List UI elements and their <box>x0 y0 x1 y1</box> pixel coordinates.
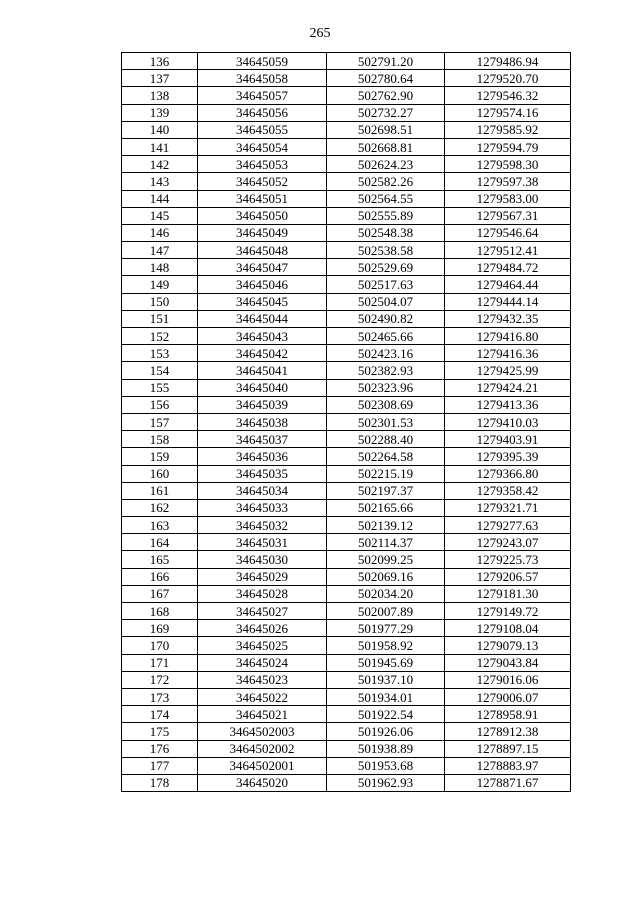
y-coordinate-cell: 1279416.80 <box>445 328 571 345</box>
table-row <box>122 688 571 705</box>
x-coordinate-cell: 502323.96 <box>327 379 445 396</box>
point-number-cell: 164 <box>122 534 198 551</box>
x-coordinate-cell: 501958.92 <box>327 637 445 654</box>
y-coordinate-cell: 1279432.35 <box>445 310 571 327</box>
point-id-cell: 3464502002 <box>198 740 327 757</box>
point-number-cell: 175 <box>122 723 198 740</box>
point-number-cell: 151 <box>122 310 198 327</box>
y-coordinate-cell: 1279206.57 <box>445 568 571 585</box>
y-coordinate-cell: 1279416.36 <box>445 345 571 362</box>
y-coordinate-cell: 1279585.92 <box>445 121 571 138</box>
point-id-cell: 3464502003 <box>198 723 327 740</box>
point-number-cell: 178 <box>122 774 198 791</box>
point-id-cell: 34645032 <box>198 517 327 534</box>
point-id-cell: 34645035 <box>198 465 327 482</box>
point-number-cell: 172 <box>122 671 198 688</box>
y-coordinate-cell: 1279366.80 <box>445 465 571 482</box>
y-coordinate-cell: 1279395.39 <box>445 448 571 465</box>
point-id-cell: 34645021 <box>198 706 327 723</box>
y-coordinate-cell: 1279583.00 <box>445 190 571 207</box>
point-number-cell: 155 <box>122 379 198 396</box>
table-row <box>122 224 571 241</box>
y-coordinate-cell: 1279598.30 <box>445 156 571 173</box>
table-row <box>122 396 571 413</box>
table-row <box>122 637 571 654</box>
point-id-cell: 34645033 <box>198 499 327 516</box>
x-coordinate-cell: 502114.37 <box>327 534 445 551</box>
x-coordinate-cell: 502099.25 <box>327 551 445 568</box>
table-row <box>122 362 571 379</box>
x-coordinate-cell: 502548.38 <box>327 224 445 241</box>
y-coordinate-cell: 1279424.21 <box>445 379 571 396</box>
table-row <box>122 156 571 173</box>
table-row <box>122 379 571 396</box>
y-coordinate-cell: 1278871.67 <box>445 774 571 791</box>
point-id-cell: 34645023 <box>198 671 327 688</box>
y-coordinate-cell: 1279403.91 <box>445 431 571 448</box>
point-id-cell: 34645022 <box>198 688 327 705</box>
point-number-cell: 140 <box>122 121 198 138</box>
point-number-cell: 156 <box>122 396 198 413</box>
point-id-cell: 34645041 <box>198 362 327 379</box>
x-coordinate-cell: 502165.66 <box>327 499 445 516</box>
y-coordinate-cell: 1279225.73 <box>445 551 571 568</box>
table-row <box>122 104 571 121</box>
point-number-cell: 145 <box>122 207 198 224</box>
point-number-cell: 150 <box>122 293 198 310</box>
point-number-cell: 139 <box>122 104 198 121</box>
point-number-cell: 149 <box>122 276 198 293</box>
point-number-cell: 136 <box>122 53 198 70</box>
x-coordinate-cell: 502308.69 <box>327 396 445 413</box>
y-coordinate-cell: 1279520.70 <box>445 70 571 87</box>
point-number-cell: 146 <box>122 224 198 241</box>
point-number-cell: 169 <box>122 620 198 637</box>
point-id-cell: 34645025 <box>198 637 327 654</box>
x-coordinate-cell: 501934.01 <box>327 688 445 705</box>
y-coordinate-cell: 1279546.64 <box>445 224 571 241</box>
table-row <box>122 482 571 499</box>
x-coordinate-cell: 502423.16 <box>327 345 445 362</box>
table-row <box>122 723 571 740</box>
y-coordinate-cell: 1279358.42 <box>445 482 571 499</box>
table-row <box>122 620 571 637</box>
table-body <box>122 53 571 792</box>
point-number-cell: 166 <box>122 568 198 585</box>
x-coordinate-cell: 502555.89 <box>327 207 445 224</box>
point-id-cell: 34645055 <box>198 121 327 138</box>
x-coordinate-cell: 501922.54 <box>327 706 445 723</box>
point-id-cell: 3464502001 <box>198 757 327 774</box>
x-coordinate-cell: 501926.06 <box>327 723 445 740</box>
point-id-cell: 34645040 <box>198 379 327 396</box>
table-row <box>122 551 571 568</box>
point-number-cell: 167 <box>122 585 198 602</box>
point-number-cell: 137 <box>122 70 198 87</box>
table-row <box>122 465 571 482</box>
y-coordinate-cell: 1279597.38 <box>445 173 571 190</box>
point-id-cell: 34645039 <box>198 396 327 413</box>
y-coordinate-cell: 1279594.79 <box>445 138 571 155</box>
point-number-cell: 174 <box>122 706 198 723</box>
x-coordinate-cell: 502069.16 <box>327 568 445 585</box>
point-id-cell: 34645048 <box>198 242 327 259</box>
y-coordinate-cell: 1279444.14 <box>445 293 571 310</box>
point-number-cell: 141 <box>122 138 198 155</box>
point-id-cell: 34645059 <box>198 53 327 70</box>
table-row <box>122 70 571 87</box>
x-coordinate-cell: 502780.64 <box>327 70 445 87</box>
y-coordinate-cell: 1279574.16 <box>445 104 571 121</box>
y-coordinate-cell: 1279413.36 <box>445 396 571 413</box>
y-coordinate-cell: 1279108.04 <box>445 620 571 637</box>
table-row <box>122 121 571 138</box>
y-coordinate-cell: 1279464.44 <box>445 276 571 293</box>
y-coordinate-cell: 1279486.94 <box>445 53 571 70</box>
table-row <box>122 431 571 448</box>
table-row <box>122 740 571 757</box>
x-coordinate-cell: 502791.20 <box>327 53 445 70</box>
point-id-cell: 34645031 <box>198 534 327 551</box>
x-coordinate-cell: 502288.40 <box>327 431 445 448</box>
x-coordinate-cell: 502517.63 <box>327 276 445 293</box>
x-coordinate-cell: 502197.37 <box>327 482 445 499</box>
y-coordinate-cell: 1279006.07 <box>445 688 571 705</box>
x-coordinate-cell: 502382.93 <box>327 362 445 379</box>
y-coordinate-cell: 1278883.97 <box>445 757 571 774</box>
table-row <box>122 448 571 465</box>
point-number-cell: 144 <box>122 190 198 207</box>
table-row <box>122 53 571 70</box>
point-id-cell: 34645051 <box>198 190 327 207</box>
table-row <box>122 757 571 774</box>
point-id-cell: 34645046 <box>198 276 327 293</box>
table-row <box>122 671 571 688</box>
table-row <box>122 190 571 207</box>
point-id-cell: 34645037 <box>198 431 327 448</box>
x-coordinate-cell: 502264.58 <box>327 448 445 465</box>
x-coordinate-cell: 501953.68 <box>327 757 445 774</box>
y-coordinate-cell: 1278958.91 <box>445 706 571 723</box>
point-number-cell: 142 <box>122 156 198 173</box>
table-row <box>122 517 571 534</box>
point-number-cell: 152 <box>122 328 198 345</box>
y-coordinate-cell: 1278912.38 <box>445 723 571 740</box>
point-id-cell: 34645026 <box>198 620 327 637</box>
point-id-cell: 34645028 <box>198 585 327 602</box>
y-coordinate-cell: 1279016.06 <box>445 671 571 688</box>
x-coordinate-cell: 502529.69 <box>327 259 445 276</box>
point-number-cell: 143 <box>122 173 198 190</box>
x-coordinate-cell: 502564.55 <box>327 190 445 207</box>
table-row <box>122 173 571 190</box>
point-number-cell: 153 <box>122 345 198 362</box>
point-number-cell: 173 <box>122 688 198 705</box>
point-id-cell: 34645053 <box>198 156 327 173</box>
x-coordinate-cell: 502139.12 <box>327 517 445 534</box>
table-row <box>122 654 571 671</box>
x-coordinate-cell: 502034.20 <box>327 585 445 602</box>
point-number-cell: 176 <box>122 740 198 757</box>
y-coordinate-cell: 1279425.99 <box>445 362 571 379</box>
page-number: 265 <box>309 26 331 41</box>
x-coordinate-cell: 502007.89 <box>327 603 445 620</box>
x-coordinate-cell: 502582.26 <box>327 173 445 190</box>
table-row <box>122 706 571 723</box>
y-coordinate-cell: 1278897.15 <box>445 740 571 757</box>
x-coordinate-cell: 501962.93 <box>327 774 445 791</box>
x-coordinate-cell: 501945.69 <box>327 654 445 671</box>
point-id-cell: 34645043 <box>198 328 327 345</box>
table-row <box>122 568 571 585</box>
x-coordinate-cell: 502668.81 <box>327 138 445 155</box>
point-id-cell: 34645024 <box>198 654 327 671</box>
point-number-cell: 147 <box>122 242 198 259</box>
table-row <box>122 774 571 791</box>
y-coordinate-cell: 1279079.13 <box>445 637 571 654</box>
point-id-cell: 34645045 <box>198 293 327 310</box>
y-coordinate-cell: 1279410.03 <box>445 413 571 430</box>
point-number-cell: 160 <box>122 465 198 482</box>
table-row <box>122 499 571 516</box>
point-number-cell: 157 <box>122 413 198 430</box>
point-number-cell: 170 <box>122 637 198 654</box>
point-id-cell: 34645034 <box>198 482 327 499</box>
point-id-cell: 34645044 <box>198 310 327 327</box>
table-row <box>122 585 571 602</box>
x-coordinate-cell: 502732.27 <box>327 104 445 121</box>
point-id-cell: 34645042 <box>198 345 327 362</box>
table-row <box>122 138 571 155</box>
point-number-cell: 165 <box>122 551 198 568</box>
y-coordinate-cell: 1279243.07 <box>445 534 571 551</box>
x-coordinate-cell: 501937.10 <box>327 671 445 688</box>
y-coordinate-cell: 1279484.72 <box>445 259 571 276</box>
y-coordinate-cell: 1279321.71 <box>445 499 571 516</box>
x-coordinate-cell: 502215.19 <box>327 465 445 482</box>
point-number-cell: 163 <box>122 517 198 534</box>
point-id-cell: 34645058 <box>198 70 327 87</box>
point-id-cell: 34645027 <box>198 603 327 620</box>
x-coordinate-cell: 502465.66 <box>327 328 445 345</box>
x-coordinate-cell: 502624.23 <box>327 156 445 173</box>
point-id-cell: 34645029 <box>198 568 327 585</box>
point-number-cell: 138 <box>122 87 198 104</box>
table-row <box>122 293 571 310</box>
x-coordinate-cell: 502698.51 <box>327 121 445 138</box>
table-row <box>122 207 571 224</box>
x-coordinate-cell: 501977.29 <box>327 620 445 637</box>
point-id-cell: 34645030 <box>198 551 327 568</box>
table-row <box>122 534 571 551</box>
x-coordinate-cell: 502301.53 <box>327 413 445 430</box>
y-coordinate-cell: 1279277.63 <box>445 517 571 534</box>
point-id-cell: 34645050 <box>198 207 327 224</box>
point-id-cell: 34645049 <box>198 224 327 241</box>
point-number-cell: 171 <box>122 654 198 671</box>
point-id-cell: 34645057 <box>198 87 327 104</box>
x-coordinate-cell: 502490.82 <box>327 310 445 327</box>
point-number-cell: 154 <box>122 362 198 379</box>
point-number-cell: 162 <box>122 499 198 516</box>
table-row <box>122 413 571 430</box>
point-number-cell: 159 <box>122 448 198 465</box>
point-number-cell: 168 <box>122 603 198 620</box>
table-row <box>122 310 571 327</box>
point-id-cell: 34645052 <box>198 173 327 190</box>
point-number-cell: 161 <box>122 482 198 499</box>
point-id-cell: 34645038 <box>198 413 327 430</box>
table-row <box>122 603 571 620</box>
y-coordinate-cell: 1279181.30 <box>445 585 571 602</box>
y-coordinate-cell: 1279546.32 <box>445 87 571 104</box>
x-coordinate-cell: 502538.58 <box>327 242 445 259</box>
x-coordinate-cell: 501938.89 <box>327 740 445 757</box>
table-row <box>122 345 571 362</box>
coordinates-table <box>121 52 571 792</box>
point-id-cell: 34645054 <box>198 138 327 155</box>
point-id-cell: 34645047 <box>198 259 327 276</box>
table-row <box>122 259 571 276</box>
y-coordinate-cell: 1279567.31 <box>445 207 571 224</box>
point-number-cell: 158 <box>122 431 198 448</box>
point-id-cell: 34645036 <box>198 448 327 465</box>
y-coordinate-cell: 1279512.41 <box>445 242 571 259</box>
point-number-cell: 148 <box>122 259 198 276</box>
y-coordinate-cell: 1279149.72 <box>445 603 571 620</box>
table-row <box>122 87 571 104</box>
point-id-cell: 34645056 <box>198 104 327 121</box>
x-coordinate-cell: 502504.07 <box>327 293 445 310</box>
point-id-cell: 34645020 <box>198 774 327 791</box>
table-row <box>122 242 571 259</box>
y-coordinate-cell: 1279043.84 <box>445 654 571 671</box>
x-coordinate-cell: 502762.90 <box>327 87 445 104</box>
table-row <box>122 328 571 345</box>
point-number-cell: 177 <box>122 757 198 774</box>
table-row <box>122 276 571 293</box>
